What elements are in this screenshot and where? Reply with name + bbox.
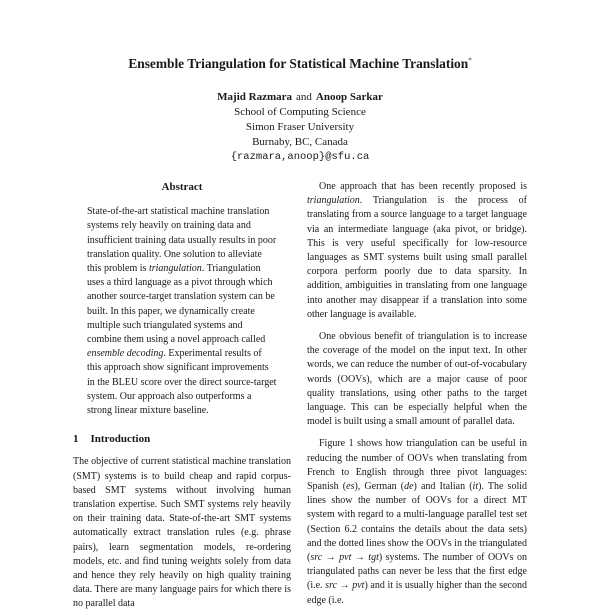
abstract-emphasis-ensemble: ensemble decoding (87, 348, 164, 360)
section-number: 1 (73, 433, 79, 446)
p1-emphasis: triangulation (307, 195, 360, 207)
section-title: Introduction (90, 433, 151, 446)
p3-text-5: ) systems. The number of OOVs on triangulated paths can never be less that the first edge (i.e. (307, 552, 527, 592)
abstract-text-2: . Triangulation uses a third language as a pivot through which another source-target translation system can be built. In this paper, we dynamically create multiple such triangulated systems and combine them using a novel approach called (87, 263, 275, 346)
abstract-body (87, 205, 277, 418)
introduction-body: The objective of current statistical machine translation (SMT) systems is to build cheap and rapid corpus-based SMT systems without involving human translation expertise. Such SMT systems rely heavily on their training data. State-of-the-art SMT systems automatically extract translation rules (e.g. phrase pairs), learn segmentation models, re-ordering models, etc. and find tuning weights solely from data and hence they rely heavily on high quality training data. There are many language pairs for which there is no parallel data (73, 456, 291, 610)
p3-path-full: src → pvt → tgt (310, 552, 379, 564)
title-footnote-mark: * (468, 56, 472, 65)
title-text: Ensemble Triangulation for Statistical Machine Translation (128, 56, 469, 71)
paragraph-benefit: One obvious benefit of triangulation is to increase the coverage of the model on the input text. In other words, we can reduce the number of out-of-vocabulary words (OOVs), which are a major cause of poor quality translations, using other paths to the target language. This can be especially helpful when the model is built using a small amount of parallel data. (307, 331, 527, 428)
p3-path-first-edge: src → pvt (325, 580, 365, 592)
author-conjunction: and (296, 91, 312, 103)
author-name-1: Majid Razmara (217, 91, 292, 103)
paper-title (0, 56, 600, 72)
paragraph-figure1 (307, 437, 527, 607)
affiliation-location: Burnaby, BC, Canada (252, 136, 348, 148)
p3-lang-de: de (404, 481, 414, 493)
left-column (73, 180, 291, 612)
p3-text-2: ), German ( (354, 481, 405, 493)
abstract-text-1: State-of-the-art statistical machine translation systems rely heavily on training data and insufficient training data usually results in poor translation quality. One solution to alleviate this problem is (87, 206, 277, 275)
p3-lang-it: it (472, 481, 479, 493)
p3-lang-es: es (346, 481, 355, 493)
affiliation-university: Simon Fraser University (245, 121, 355, 133)
author-email: {razmara,anoop}@sfu.ca (230, 151, 370, 163)
p3-text-1: Figure 1 shows how triangulation can be useful in reducing the number of OOVs when translating from French to English through three pivot languages: Spanish ( (307, 438, 527, 493)
section-heading-introduction (73, 432, 291, 446)
right-column (307, 180, 527, 616)
paragraph-triangulation (307, 180, 527, 322)
p3-text-3: ) and Italian ( (413, 481, 473, 493)
abstract-emphasis-triangulation: triangulation (148, 263, 202, 275)
affiliation-school: School of Computing Science (234, 106, 366, 118)
abstract-text-3: . Experimental results of this approach show significant improvements in the BLEU score over the direct source-target system. Our approach also outperforms a strong linear mixture baseline. (87, 348, 277, 417)
abstract-heading: Abstract (161, 181, 203, 193)
p3-text-6: ) and it is usually higher than the second edge (i.e. (307, 580, 527, 606)
p1-text-2: . Triangulation is the process of translating from a source language to a target language via an intermediate language (aka pivot, or bridge). This is very useful specifically for low-resource languages as SMT systems built using small parallel corpora perform poorly due to data sparsity. In addition, ambiguities in translating from one language into another may disappear if a translation into some other language is available. (307, 195, 527, 320)
p3-text-4: ). The solid lines show the number of OOVs for a direct MT system with regard to a multi-language parallel test set (Section 6.2 contains the details about the data sets) and the dotted lines show the OOVs in the triangulated ( (307, 481, 527, 564)
p1-text-1: One approach that has been recently proposed is (319, 181, 527, 192)
author-names (0, 90, 600, 105)
author-block (0, 90, 600, 165)
author-name-2: Anoop Sarkar (315, 91, 383, 103)
